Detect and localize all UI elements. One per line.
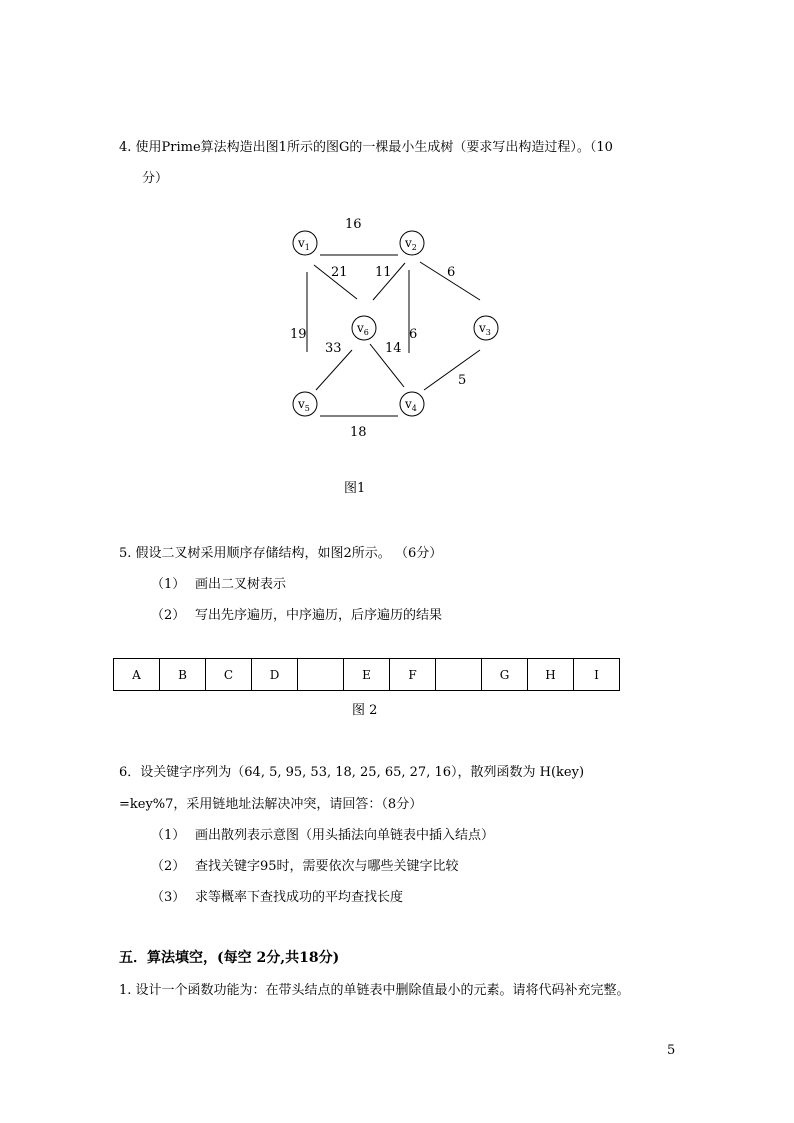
figure1-caption: 图1 <box>344 481 366 496</box>
weight-v2-v6: 11 <box>375 265 392 280</box>
page-number: 5 <box>667 1043 676 1058</box>
node-v4-label: $v_4$ <box>405 397 417 413</box>
q5-item-1-text: 画出二叉树表示 <box>195 577 287 592</box>
q4-text-line1: 4. 使用Prime算法构造出图1所示的图G的一棵最小生成树（要求写出构造过程）。（10 <box>119 140 613 155</box>
q6-line1: 6．设关键字序列为（64, 5, 95, 53, 18, 25, 65, 27, 16），散列函数为 H(key) <box>119 765 585 780</box>
node-v6-label: $v_6$ <box>357 321 369 337</box>
array-cell <box>298 659 344 691</box>
weight-v6-v5: 33 <box>325 341 342 356</box>
q5-title: 5. 假设二叉树采用顺序存储结构，如图2所示。 （6分） <box>119 546 443 561</box>
array-cell: I <box>574 659 620 691</box>
array-cell <box>436 659 482 691</box>
weight-v6-v4: 14 <box>385 341 402 356</box>
q6-item-2-text: 查找关键字95时，需要依次与哪些关键字比较 <box>195 859 459 874</box>
weight-v1-v5: 19 <box>290 327 307 342</box>
weight-v5-v4: 18 <box>350 425 367 440</box>
array-cell: A <box>114 659 160 691</box>
array-cell: E <box>344 659 390 691</box>
q6-item-3-num: （3） <box>151 890 186 905</box>
figure2-caption: 图 2 <box>352 703 378 718</box>
q6-item-3-text: 求等概率下查找成功的平均查找长度 <box>195 890 404 905</box>
node-v3-label: $v_3$ <box>479 321 491 337</box>
array-cell: C <box>206 659 252 691</box>
array-cell: D <box>252 659 298 691</box>
q4-text-line2: 分） <box>142 171 169 186</box>
q5-item-1-num: （1） <box>151 577 186 592</box>
node-v1-label: $v_1$ <box>298 236 310 252</box>
array-cell: F <box>390 659 436 691</box>
q6-item-1-text: 画出散列表示意图（用头插法向单链表中插入结点） <box>195 828 495 843</box>
array-cell: B <box>160 659 206 691</box>
edge-v6-v5 <box>316 350 352 390</box>
node-v2-label: $v_2$ <box>405 236 417 252</box>
edge-v3-v4 <box>424 350 480 390</box>
array-cell: H <box>528 659 574 691</box>
node-v5-label: $v_5$ <box>298 397 310 413</box>
sequential-storage-array <box>113 658 620 691</box>
section5-q1: 1. 设计一个函数功能为：在带头结点的单链表中删除值最小的元素。请将代码补充完整。 <box>119 983 630 998</box>
q6-item-1-num: （1） <box>151 828 186 843</box>
q5-item-2-text: 写出先序遍历，中序遍历，后序遍历的结果 <box>195 608 443 623</box>
q5-item-2-num: （2） <box>151 608 186 623</box>
weight-v3-v4: 5 <box>458 373 467 388</box>
graph-figure <box>0 0 794 520</box>
q6-line2: =key%7，采用链地址法解决冲突，请回答：（8分） <box>119 797 423 812</box>
weight-v1-v2: 16 <box>345 217 362 232</box>
weight-v2-v4: 6 <box>409 327 418 342</box>
section5-title: 五．算法填空，(每空 2分,共18分) <box>119 950 340 966</box>
array-cell: G <box>482 659 528 691</box>
q6-item-2-num: （2） <box>151 859 186 874</box>
weight-v1-v6: 21 <box>331 265 348 280</box>
weight-v2-v3: 6 <box>447 265 456 280</box>
